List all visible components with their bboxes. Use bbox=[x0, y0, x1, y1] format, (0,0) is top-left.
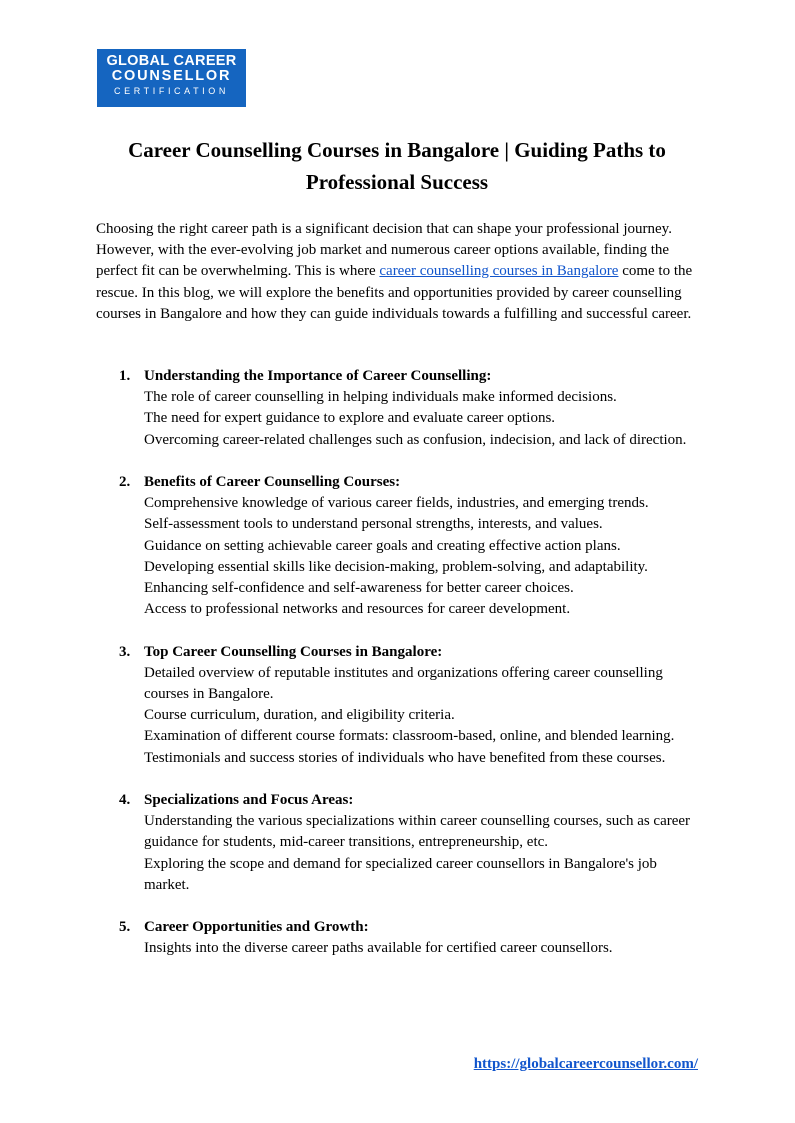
section-number: 1. bbox=[119, 368, 131, 384]
section-point: Insights into the diverse career paths available for certified career counsellors. bbox=[144, 940, 613, 957]
section-number: 3. bbox=[119, 643, 131, 660]
section-heading: Top Career Counselling Courses in Bangalore: bbox=[144, 643, 443, 660]
section-heading: Career Opportunities and Growth: bbox=[144, 919, 369, 936]
section-point: Course curriculum, duration, and eligibility criteria. bbox=[144, 707, 455, 724]
website-footer-link[interactable]: https://globalcareercounsellor.com/ bbox=[473, 1056, 698, 1072]
section-point: The role of career counselling in helping individuals make informed decisions. bbox=[144, 389, 617, 406]
section-point: Examination of different course formats: classroom-based, online, and blended learning. bbox=[144, 728, 675, 745]
section-number: 5. bbox=[119, 919, 131, 936]
section-heading: Benefits of Career Counselling Courses: bbox=[144, 474, 401, 490]
section-point: Guidance on setting achievable career goals and creating effective action plans. bbox=[144, 537, 621, 554]
section-item bbox=[96, 642, 706, 769]
section-point: Understanding the various specializations within career counselling courses, such as career guidance for students, mid-career transitions, entrepreneurship, etc. bbox=[144, 813, 691, 851]
section-point: Exploring the scope and demand for specialized career counsellors in Bangalore's job market. bbox=[144, 855, 657, 893]
section-point: Overcoming career-related challenges such as confusion, indecision, and lack of direction. bbox=[144, 431, 687, 448]
section-point: Developing essential skills like decision-making, problem-solving, and adaptability. bbox=[144, 558, 648, 575]
section-point: Access to professional networks and resources for career development. bbox=[144, 601, 571, 618]
section-item bbox=[96, 472, 706, 620]
section-list bbox=[96, 366, 706, 981]
intro-paragraph bbox=[96, 219, 701, 325]
section-point: Testimonials and success stories of individuals who have benefited from these courses. bbox=[144, 749, 666, 766]
section-point: Detailed overview of reputable institutes and organizations offering career counselling courses in Bangalore. bbox=[144, 664, 663, 703]
career-counselling-courses-link[interactable]: career counselling courses in Bangalore bbox=[379, 263, 619, 280]
section-item bbox=[96, 366, 706, 451]
section-heading: Understanding the Importance of Career Counselling: bbox=[144, 368, 492, 384]
intro-text-before: Choosing the right career path is a significant decision that can shape your professional journey. However, with the ever-evolving job market and numerous career options available, finding the perfect fit can be overwhelming. This is where bbox=[96, 221, 672, 280]
intro-text-after: come to the rescue. In this blog, we will explore the benefits and opportunities provided by career counselling courses in Bangalore and how they can guide individuals towards a fulfilling and successful career. bbox=[96, 263, 693, 322]
section-point: Enhancing self-confidence and self-awareness for better career choices. bbox=[144, 580, 574, 597]
section-point: The need for expert guidance to explore and evaluate career options. bbox=[144, 410, 556, 427]
section-item bbox=[96, 917, 706, 959]
section-point: Comprehensive knowledge of various career fields, industries, and emerging trends. bbox=[144, 495, 649, 512]
section-point: Self-assessment tools to understand personal strengths, interests, and values. bbox=[144, 516, 603, 533]
logo-line-3: CERTIFICATION bbox=[114, 86, 229, 96]
logo-line-2: COUNSELLOR bbox=[111, 68, 232, 84]
logo-line-1: GLOBAL CAREER bbox=[106, 53, 237, 69]
page-title: Career Counselling Courses in Bangalore | Guiding Paths to Professional Success bbox=[128, 138, 666, 194]
section-number: 4. bbox=[119, 792, 131, 809]
section-heading: Specializations and Focus Areas: bbox=[144, 792, 354, 809]
section-number: 2. bbox=[119, 474, 131, 490]
brand-logo bbox=[97, 49, 246, 107]
section-item bbox=[96, 790, 706, 896]
